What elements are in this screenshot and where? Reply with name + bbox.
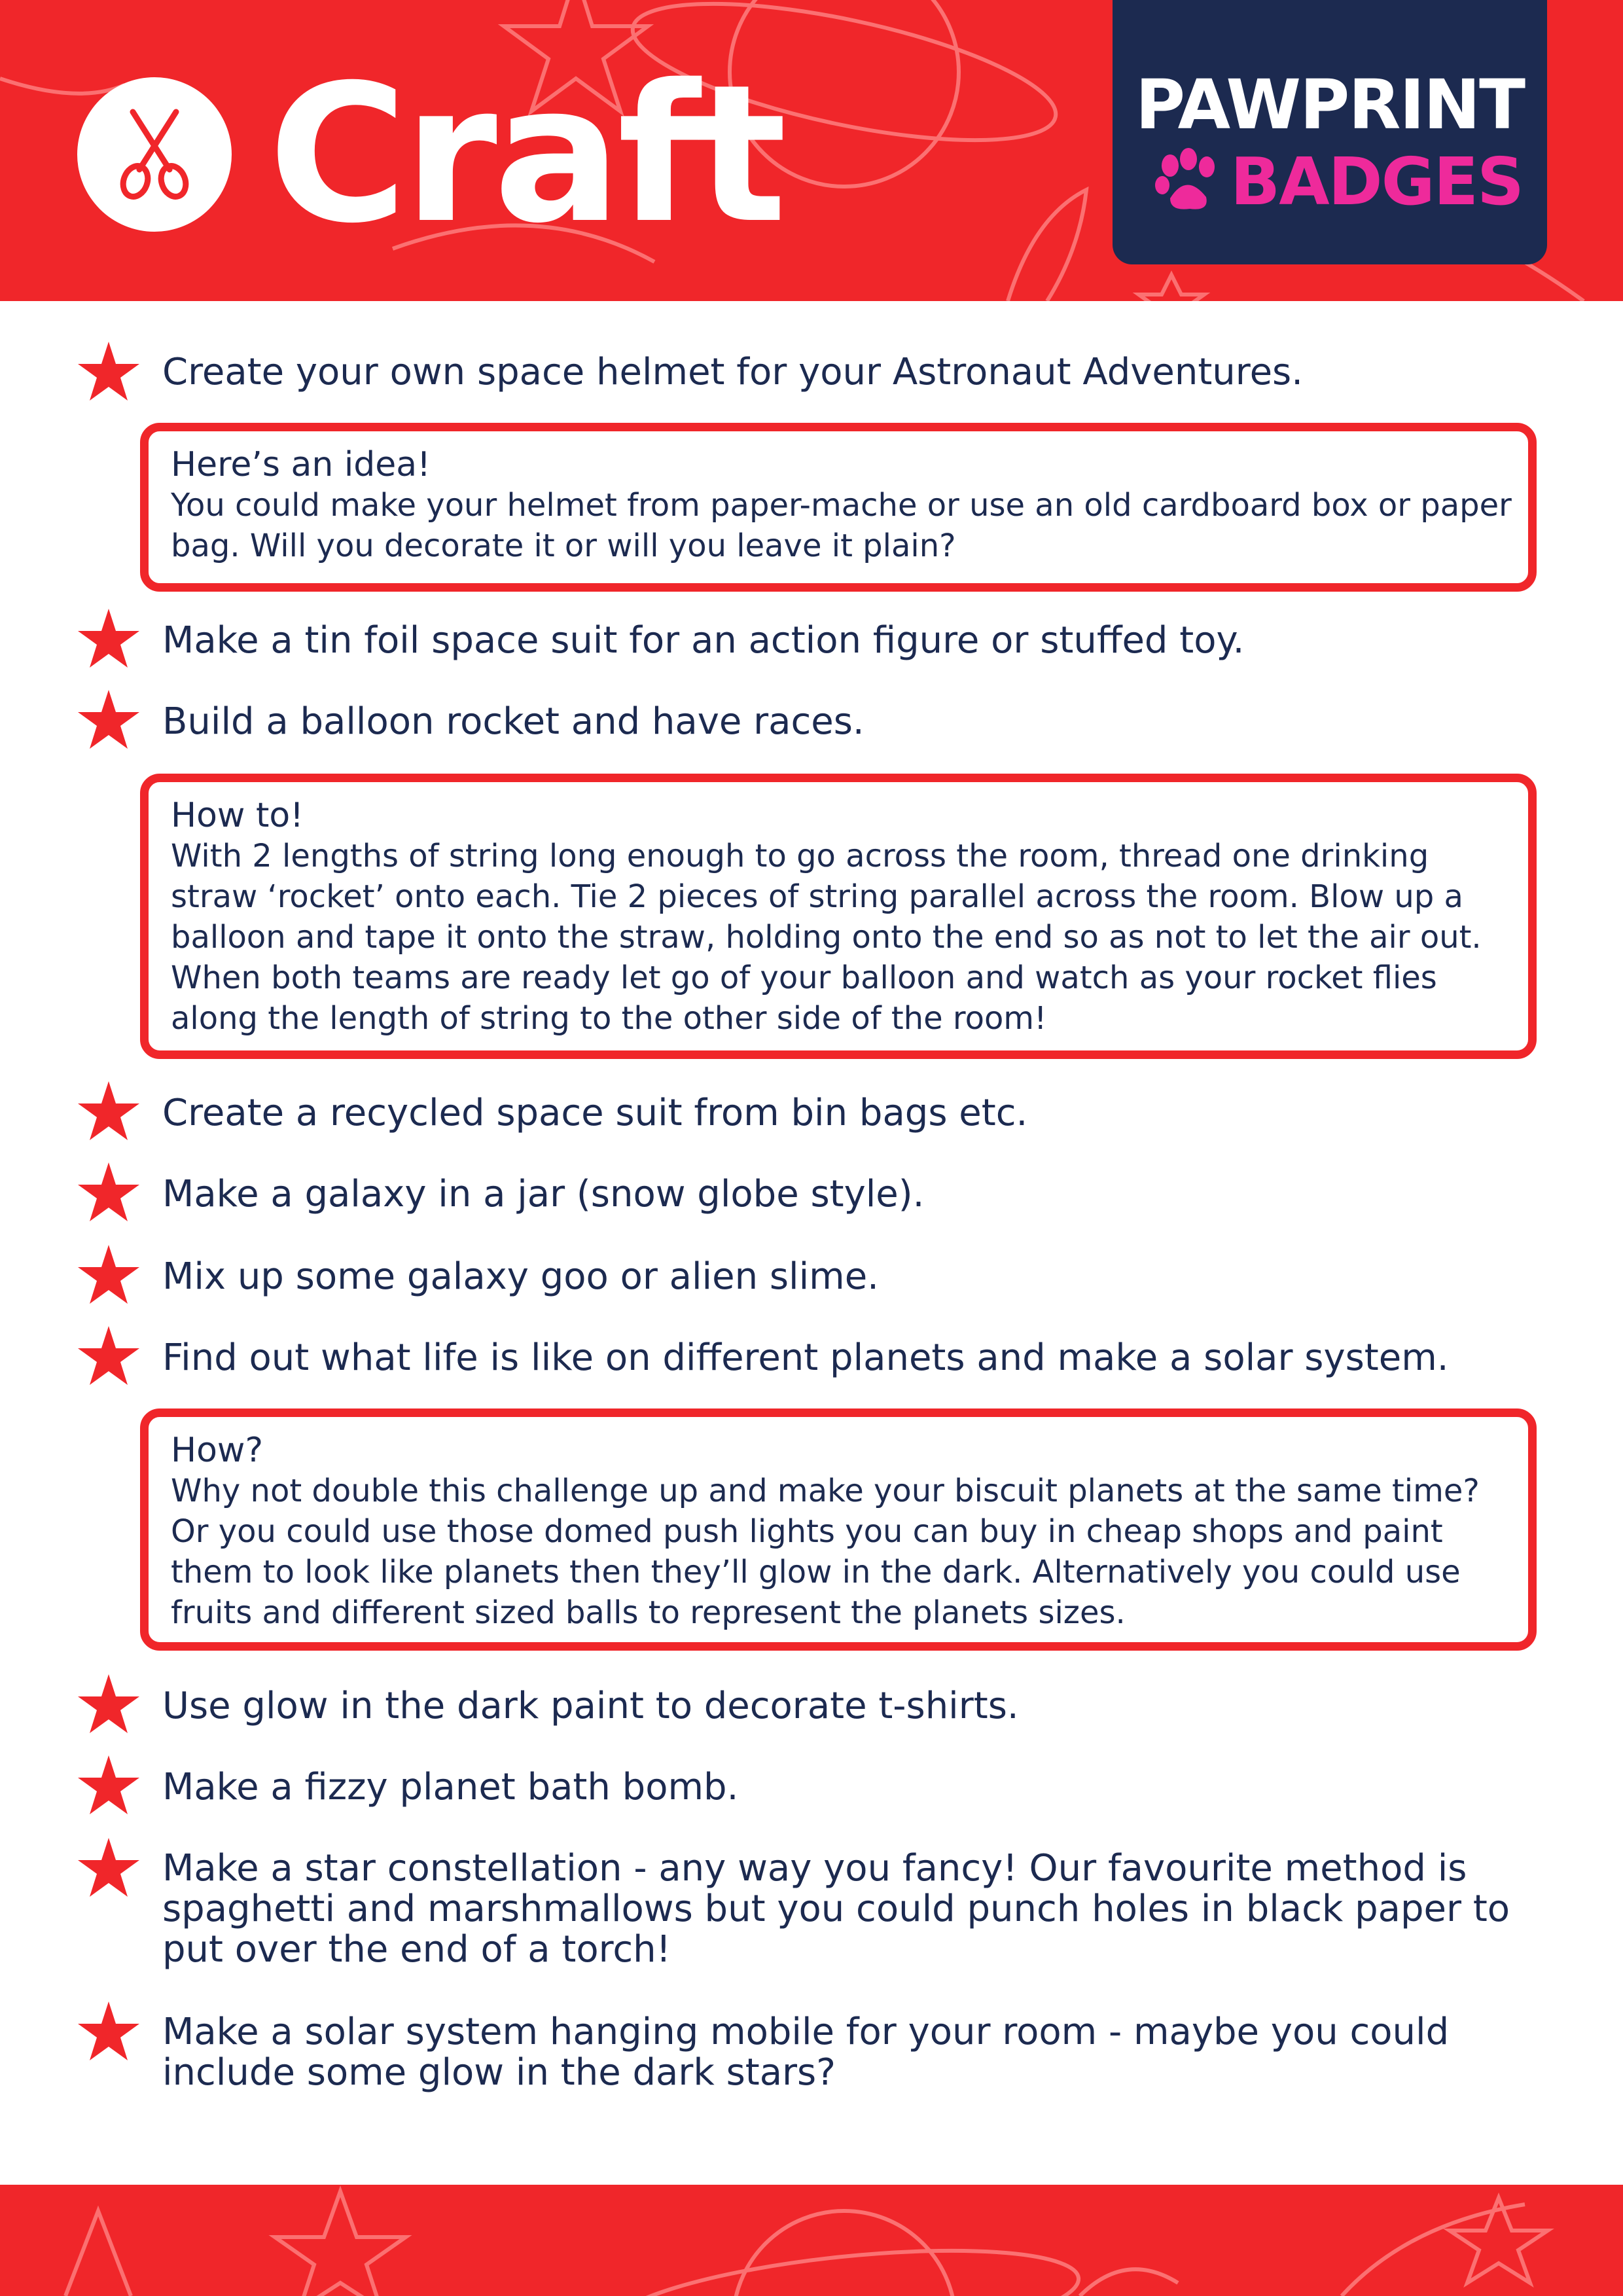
- space-pattern-decoration: [0, 2185, 1623, 2296]
- star-icon: [76, 607, 141, 670]
- list-item-text: Make a galaxy in a jar (snow globe style).: [162, 1173, 925, 1215]
- star-icon: [76, 1325, 141, 1388]
- footer-banner: [0, 2185, 1623, 2296]
- list-item-text: Create a recycled space suit from bin bags etc.: [162, 1092, 1028, 1134]
- scissors-icon: [77, 77, 232, 232]
- tip-box-body: You could make your helmet from paper-mache or use an old cardboard box or paper bag. Will you decorate it or will you leave it plain?: [171, 487, 1512, 564]
- star-icon: [76, 1673, 141, 1736]
- logo-line-2-row: [1150, 143, 1523, 221]
- tip-box: [140, 423, 1537, 592]
- list-item-text: Mix up some galaxy goo or alien slime.: [162, 1255, 879, 1298]
- star-icon: [76, 1080, 141, 1143]
- star-icon: [76, 2000, 141, 2063]
- logo-line-2: BADGES: [1230, 143, 1524, 220]
- star-icon: [76, 1244, 141, 1306]
- list-item-text: Make a star constellation - any way you fancy! Our favourite method is spaghetti and marshmallows but you could punch holes in black paper to put over the end of a torch!: [162, 1847, 1510, 1971]
- star-icon: [76, 1837, 141, 1899]
- list-item-text: Build a balloon rocket and have races.: [162, 700, 865, 743]
- tip-box-title: How to!: [171, 796, 304, 835]
- page-title: Craft: [268, 45, 783, 265]
- star-icon: [76, 1161, 141, 1224]
- star-icon: [76, 689, 141, 751]
- logo-line-1: PAWPRINT: [1135, 65, 1525, 145]
- tip-box: [140, 774, 1537, 1059]
- tip-box-title: Here’s an idea!: [171, 445, 431, 484]
- list-item-text: Find out what life is like on different planets and make a solar system.: [162, 1336, 1449, 1379]
- tip-box-title: How?: [171, 1431, 264, 1470]
- tip-box-body: With 2 lengths of string long enough to go across the room, thread one drinking straw ‘rocket’ onto each. Tie 2 pieces of string parallel across the room. Blow up a balloon and tape it onto the straw, holding onto the end so as not to let the air out. When both teams are ready let go of your balloon and watch as your rocket flies along the length of string to the other side of the room!: [171, 838, 1482, 1037]
- list-item-text: Make a tin foil space suit for an action figure or stuffed toy.: [162, 619, 1245, 662]
- pawprint-badges-logo: [1113, 0, 1547, 264]
- list-item-text: Create your own space helmet for your Astronaut Adventures.: [162, 351, 1303, 393]
- tip-box: [140, 1408, 1537, 1651]
- star-icon: [76, 1754, 141, 1817]
- list-item-text: Make a fizzy planet bath bomb.: [162, 1766, 739, 1808]
- list-item-text: Make a solar system hanging mobile for your room - maybe you could include some glow in the dark stars?: [162, 2011, 1450, 2094]
- tip-box-body: Why not double this challenge up and make your biscuit planets at the same time? Or you could use those domed push lights you can buy in cheap shops and paint them to look like planets then they’ll glow in the dark. Alternatively you could use fruits and different sized balls to represent the planets sizes.: [171, 1473, 1480, 1631]
- list-item-text: Use glow in the dark paint to decorate t-shirts.: [162, 1685, 1019, 1727]
- paw-icon: [1150, 146, 1222, 218]
- header-banner: [0, 0, 1623, 301]
- star-icon: [76, 340, 141, 403]
